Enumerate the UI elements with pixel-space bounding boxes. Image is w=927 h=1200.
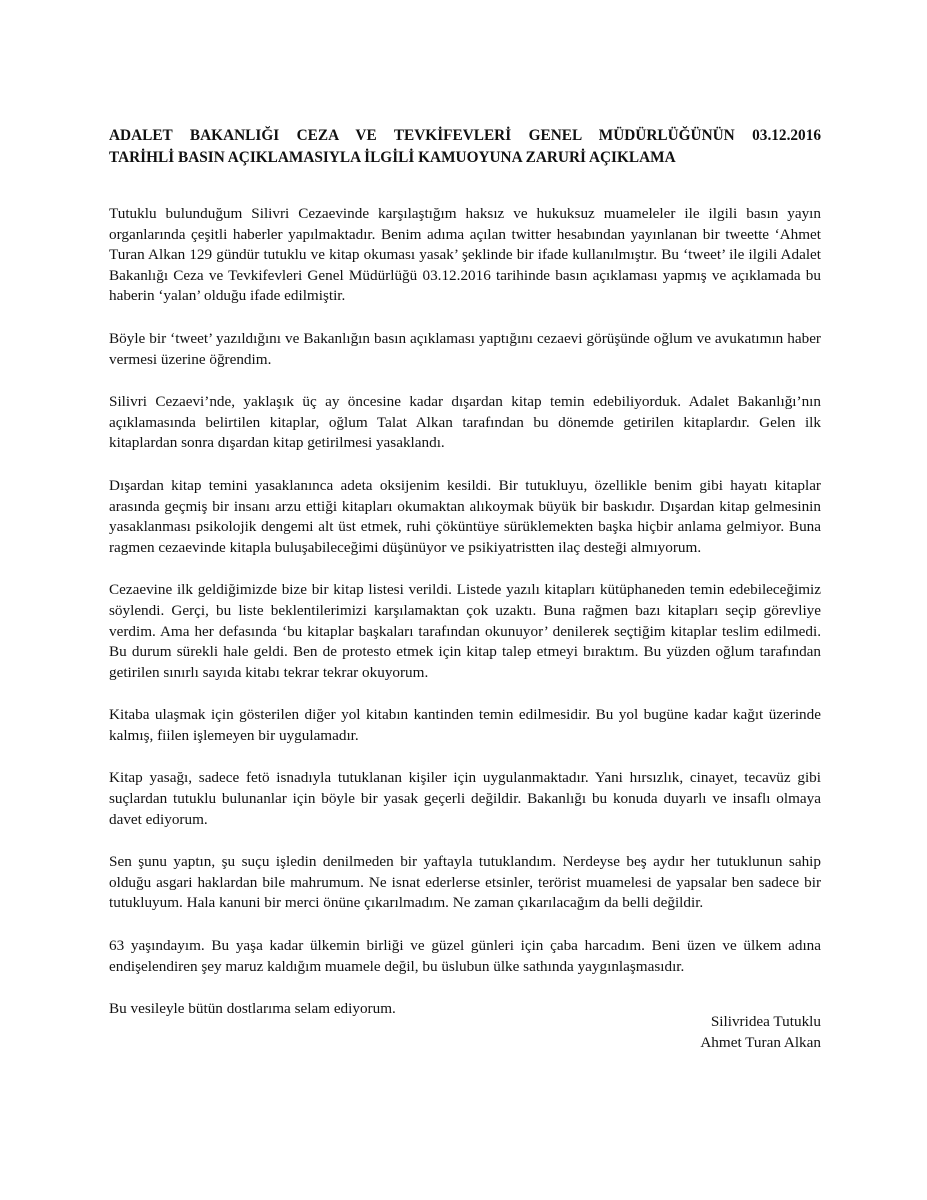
- document-title: [109, 125, 821, 169]
- paragraph-7: Kitap yasağı, sadece fetö isnadıyla tutuklanan kişiler için uygulanmaktadır. Yani hırsızlık, cinayet, tecavüz gibi suçlardan tutuklu bulunanlar için böyle bir yasak geçerli değildir. Bakanlığı bu konuda duyarlı ve insaflı olmaya davet ediyorum.: [109, 769, 821, 828]
- paragraph-1: Tutuklu bulunduğum Silivri Cezaevinde karşılaştığım haksız ve hukuksuz muameleler ile ilgili basın yayın organlarında çeşitli haberler yapılmaktadır. Benim adıma açılan twitter hesabından yayınlanan bir tweette ‘Ahmet Turan Alkan 129 gündür tutuklu ve kitap okuması yasak’ şeklinde bir ifade kullanılmıştır. Bu ‘tweet’ ile ilgili Adalet Bakanlığı Ceza ve Tevkifevleri Genel Müdürlüğü 03.12.2016 tarihinde basın açıklaması yapmış ve açıklamada bu haberin ‘yalan’ olduğu ifade edilmiştir.: [109, 205, 821, 305]
- paragraph-10: Bu vesileyle bütün dostlarıma selam ediyorum.: [109, 1000, 396, 1018]
- document-body: [109, 204, 821, 1042]
- paragraph-9: 63 yaşındayım. Bu yaşa kadar ülkemin birliği ve güzel günleri için çaba harcadım. Beni üzen ve ülkem adına endişelendiren şey maruz kaldığım muamele değil, bu üslubun ülke sathında yaygınlaşmasıdır.: [109, 937, 821, 975]
- paragraph-4: Dışardan kitap temini yasaklanınca adeta oksijenim kesildi. Bir tutukluyu, özellikle benim gibi hayatı kitaplar arasında geçmiş bir insanı arzu ettiği kitapları okumaktan alıkoymak büyük bir baskıdır. Dışardan kitap gelmesinin yasaklanması psikolojik dengemi alt üst etmek, ruhi çöküntüye sürüklemekten başka hiçbir anlama gelmiyor. Buna ragmen cezaevinde kitapla buluşabileceğimi düşünüyor ve psikiyatristten ilaç desteği almıyorum.: [109, 476, 821, 556]
- paragraph-3: Silivri Cezaevi’nde, yaklaşık üç ay öncesine kadar dışardan kitap temin edebiliyorduk. Adalet Bakanlığı’nın açıklamasında belirtilen kitaplar, oğlum Talat Alkan tarafından bu dönemde getirilen kitaplardır. Gelen ilk kitaplardan sonra dışardan kitap getirilmesi yasaklandı.: [109, 393, 821, 452]
- paragraph-6: Kitaba ulaşmak için gösterilen diğer yol kitabın kantinden temin edilmesidir. Bu yol bugüne kadar kağıt üzerinde kalmış, fiilen işlemeyen bir uygulamadır.: [109, 706, 821, 744]
- paragraph-2: Böyle bir ‘tweet’ yazıldığını ve Bakanlığın basın açıklaması yaptığını cezaevi görüşünde oğlum ve avukatımın haber vermesi üzerine öğrendim.: [109, 329, 821, 368]
- title-line-2: TARİHLİ BASIN AÇIKLAMASIYLA İLGİLİ KAMUOYUNA ZARURİ AÇIKLAMA: [109, 149, 676, 166]
- paragraph-8: Sen şunu yaptın, şu suçu işledin denilmeden bir yaftayla tutuklandım. Nerdeyse beş aydır her tutuklunun sahip olduğu asgari haklardan bile mahrumum. Ne isnat ederlerse etsinler, terörist muamelesi de yapsalar ben sadece bir tutukluyum. Hala kanuni bir merci önüne çıkarılmadım. Ne zaman çıkarılacağım da belli değildir.: [109, 853, 821, 912]
- signature-line-2: Ahmet Turan Alkan: [700, 1034, 821, 1051]
- paragraph-5: Cezaevine ilk geldiğimizde bize bir kitap listesi verildi. Listede yazılı kitapları kütüphaneden temin edebileceğimiz söylendi. Gerçi, bu liste beklentilerimizi karşılamaktan çok uzaktı. Buna rağmen bazı kitapları seçip görevliye verdim. Ama her defasında ‘bu kitaplar başkaları tarafından okunuyor’ denilerek seçtiğim kitaplar teslim edilmedi. Bu durum sürekli hale geldi. Ben de protesto etmek için kitap talep etmeyi bıraktım. Bu yüzden oğlum tarafından getirilen sınırlı sayıda kitabı tekrar tekrar okuyorum.: [109, 581, 821, 681]
- title-line-1: ADALET BAKANLIĞI CEZA VE TEVKİFEVLERİ GENEL MÜDÜRLÜĞÜNÜN 03.12.2016: [109, 127, 821, 144]
- signature-block: [700, 1011, 821, 1053]
- signature-line-1: Silivridea Tutuklu: [710, 1013, 821, 1030]
